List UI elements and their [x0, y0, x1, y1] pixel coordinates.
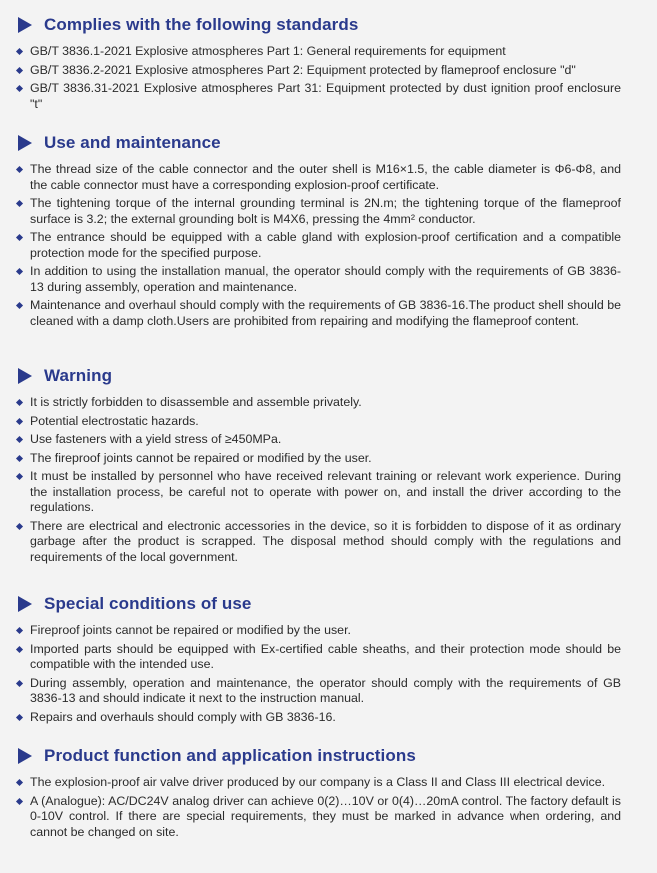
section-title: Product function and application instructions — [44, 746, 416, 765]
list-item — [0, 298, 657, 329]
diamond-bullet-icon — [16, 627, 23, 634]
list-item — [0, 623, 657, 639]
triangle-bullet-icon — [18, 596, 32, 612]
diamond-bullet-icon — [16, 302, 23, 309]
item-list — [0, 623, 657, 725]
item-text: A (Analogue): AC/DC24V analog driver can achieve 0(2)…10V or 0(4)…20mA control. The factory default is 0-10V control. If there are special requirements, they must be marked in advance when ordering, and cannot be changed on site. — [30, 793, 621, 839]
diamond-bullet-icon — [16, 234, 23, 241]
triangle-bullet-icon — [18, 748, 32, 764]
list-item — [0, 710, 657, 726]
item-text: Use fasteners with a yield stress of ≥450MPa. — [30, 432, 282, 446]
item-text: Repairs and overhauls should comply with GB 3836-16. — [30, 709, 336, 724]
diamond-bullet-icon — [16, 679, 23, 686]
item-list — [0, 775, 657, 840]
diamond-bullet-icon — [16, 417, 23, 424]
item-text: It is strictly forbidden to disassemble and assemble privately. — [30, 395, 362, 409]
item-text: GB/T 3836.31-2021 Explosive atmospheres Part 31: Equipment protected by dust ignition proof enclosure "t" — [30, 81, 621, 111]
item-list — [0, 395, 657, 565]
triangle-bullet-icon — [18, 17, 32, 33]
section-title: Warning — [44, 366, 113, 385]
item-text: It must be installed by personnel who have received relevant training or relevant work experience. During the installation process, be careful not to operate with power on, and install the driver according to the regulations. — [30, 469, 621, 514]
section-header — [0, 591, 657, 617]
section-header — [0, 12, 657, 38]
list-item — [0, 794, 657, 841]
item-text: The entrance should be equipped with a cable gland with explosion-proof certification and a compatible protection mode for the specified purpose. — [30, 230, 621, 260]
diamond-bullet-icon — [16, 473, 23, 480]
diamond-bullet-icon — [16, 399, 23, 406]
item-text: The explosion-proof air valve driver produced by our company is a Class II and Class III electrical device. — [30, 775, 606, 789]
item-text: Potential electrostatic hazards. — [30, 413, 199, 428]
list-item — [0, 196, 657, 227]
diamond-bullet-icon — [16, 713, 23, 720]
item-text: Imported parts should be equipped with Ex-certified cable sheaths, and their protection mode should be compatible with the intended use. — [30, 641, 621, 671]
section-header — [0, 130, 657, 156]
triangle-bullet-icon — [18, 368, 32, 384]
list-item — [0, 44, 657, 60]
item-text: Maintenance and overhaul should comply with the requirements of GB 3836-16.The product shell should be cleaned with a damp cloth.Users are prohibited from repairing and modifying the flameproof content. — [30, 298, 621, 328]
diamond-bullet-icon — [16, 200, 23, 207]
diamond-bullet-icon — [16, 779, 23, 786]
section-title: Complies with the following standards — [44, 15, 359, 34]
diamond-bullet-icon — [16, 48, 23, 55]
section-special-conditions — [0, 591, 657, 728]
diamond-bullet-icon — [16, 166, 23, 173]
list-item — [0, 469, 657, 516]
item-text: The thread size of the cable connector and the outer shell is M16×1.5, the cable diameter is Φ6-Φ8, and the cable connector must have a corresponding explosion-proof certificate. — [30, 162, 621, 192]
section-use-maintenance — [0, 130, 657, 332]
list-item — [0, 676, 657, 707]
section-title: Use and maintenance — [44, 133, 221, 152]
diamond-bullet-icon — [16, 66, 23, 73]
diamond-bullet-icon — [16, 522, 23, 529]
diamond-bullet-icon — [16, 797, 23, 804]
triangle-bullet-icon — [18, 135, 32, 151]
item-text: The fireproof joints cannot be repaired or modified by the user. — [30, 450, 372, 465]
section-title: Special conditions of use — [44, 594, 252, 613]
diamond-bullet-icon — [16, 85, 23, 92]
list-item — [0, 63, 657, 79]
diamond-bullet-icon — [16, 645, 23, 652]
item-text: During assembly, operation and maintenance, the operator should comply with the requirements of GB 3836-13 and should indicate it next to the instruction manual. — [30, 675, 621, 705]
list-item — [0, 230, 657, 261]
item-list — [0, 44, 657, 112]
item-text: The tightening torque of the internal grounding terminal is 2N.m; the tightening torque of the flameproof surface is 3.2; the external grounding bolt is M4X6, pressing the 4mm² conductor. — [30, 196, 621, 226]
section-header — [0, 363, 657, 389]
section-standards — [0, 12, 657, 115]
item-text: GB/T 3836.2-2021 Explosive atmospheres Part 2: Equipment protected by flameproof enclosure "d" — [30, 62, 576, 77]
diamond-bullet-icon — [16, 268, 23, 275]
diamond-bullet-icon — [16, 454, 23, 461]
list-item — [0, 432, 657, 448]
item-text: GB/T 3836.1-2021 Explosive atmospheres Part 1: General requirements for equipment — [30, 44, 506, 58]
diamond-bullet-icon — [16, 436, 23, 443]
item-text: There are electrical and electronic accessories in the device, so it is forbidden to dispose of it as ordinary garbage after the product is scrapped. The disposal method should comply with the regulations and requirements of the local government. — [30, 518, 621, 564]
item-text: Fireproof joints cannot be repaired or modified by the user. — [30, 623, 351, 637]
section-header — [0, 743, 657, 769]
list-item — [0, 414, 657, 430]
section-product-function — [0, 743, 657, 843]
list-item — [0, 264, 657, 295]
item-list — [0, 162, 657, 329]
item-text: In addition to using the installation manual, the operator should comply with the requirements of GB 3836-13 during assembly, operation and maintenance. — [30, 264, 621, 294]
list-item — [0, 81, 657, 112]
list-item — [0, 519, 657, 566]
section-warning — [0, 363, 657, 568]
list-item — [0, 162, 657, 193]
list-item — [0, 775, 657, 791]
list-item — [0, 451, 657, 467]
list-item — [0, 642, 657, 673]
list-item — [0, 395, 657, 411]
